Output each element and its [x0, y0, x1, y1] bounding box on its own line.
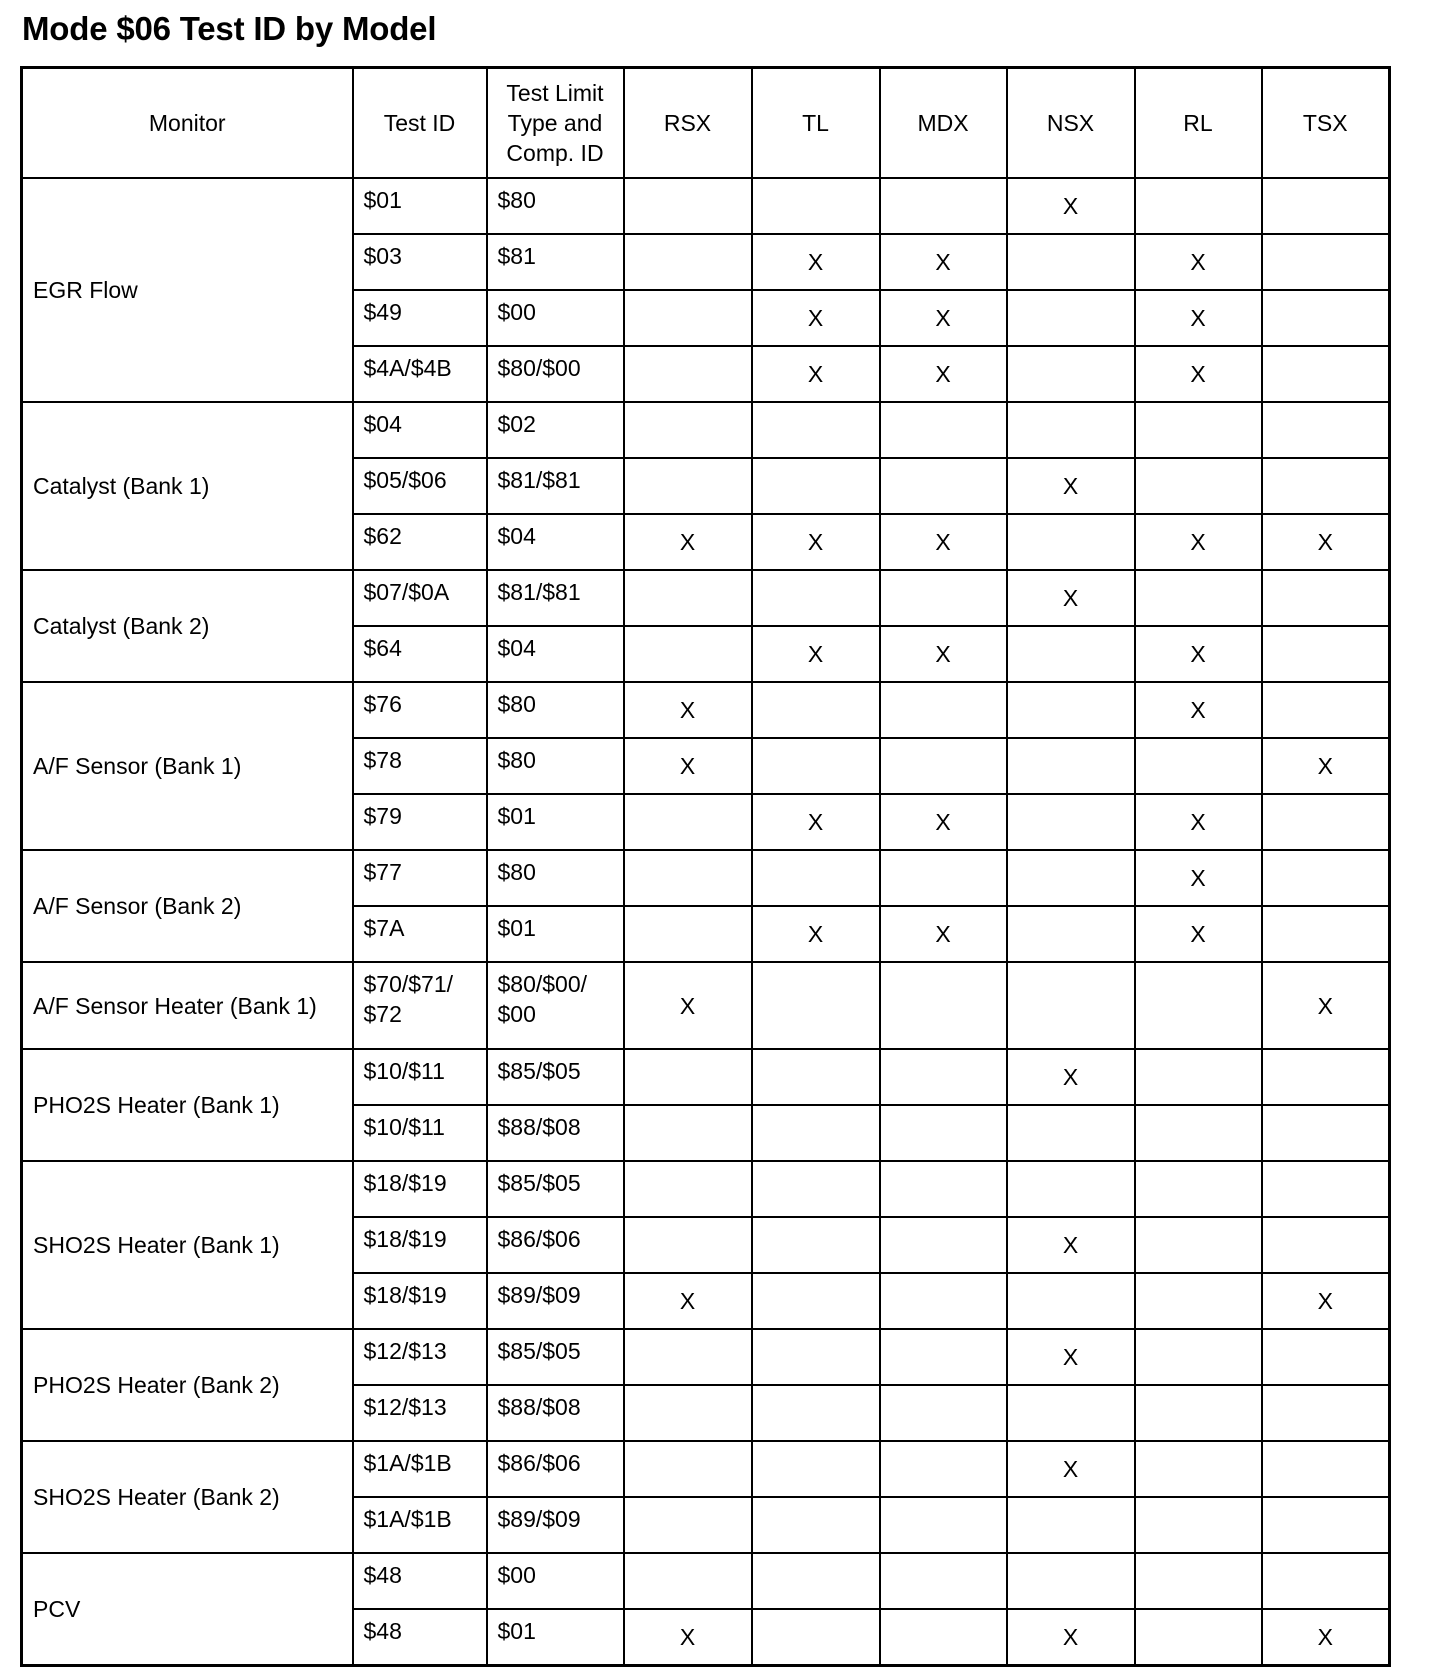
test-limit-cell: $86/$06	[487, 1217, 624, 1273]
model-tsx-cell: X	[1262, 738, 1390, 794]
model-rl-cell	[1135, 1049, 1262, 1105]
model-nsx-cell	[1007, 850, 1135, 906]
header-monitor: Monitor	[22, 68, 353, 179]
test-id-cell: $1A/$1B	[353, 1441, 487, 1497]
model-mdx-cell	[880, 738, 1007, 794]
model-mdx-cell	[880, 1329, 1007, 1385]
test-id-cell: $18/$19	[353, 1161, 487, 1217]
model-rsx-cell	[624, 346, 752, 402]
model-rl-cell: X	[1135, 290, 1262, 346]
model-tl-cell	[752, 850, 880, 906]
test-limit-cell: $80	[487, 850, 624, 906]
model-rsx-cell	[624, 1049, 752, 1105]
model-mdx-cell	[880, 682, 1007, 738]
model-tsx-cell	[1262, 794, 1390, 850]
model-tsx-cell	[1262, 1553, 1390, 1609]
model-rl-cell: X	[1135, 346, 1262, 402]
test-id-cell: $79	[353, 794, 487, 850]
header-model-mdx: MDX	[880, 68, 1007, 179]
model-rsx-cell	[624, 234, 752, 290]
test-limit-cell: $02	[487, 402, 624, 458]
model-rl-cell	[1135, 1273, 1262, 1329]
model-tsx-cell	[1262, 1105, 1390, 1161]
model-nsx-cell	[1007, 514, 1135, 570]
test-id-cell: $07/$0A	[353, 570, 487, 626]
test-id-cell: $1A/$1B	[353, 1497, 487, 1553]
model-mdx-cell: X	[880, 514, 1007, 570]
model-rsx-cell	[624, 794, 752, 850]
model-rsx-cell	[624, 1105, 752, 1161]
test-id-cell: $04	[353, 402, 487, 458]
model-tl-cell: X	[752, 234, 880, 290]
table-row	[22, 1161, 1390, 1217]
test-id-cell: $70/$71/ $72	[353, 962, 487, 1049]
model-rl-cell: X	[1135, 626, 1262, 682]
test-id-cell: $7A	[353, 906, 487, 962]
model-rsx-cell: X	[624, 962, 752, 1049]
model-rl-cell	[1135, 1385, 1262, 1441]
model-tl-cell	[752, 1385, 880, 1441]
model-rsx-cell	[624, 1385, 752, 1441]
model-tl-cell	[752, 682, 880, 738]
model-tsx-cell: X	[1262, 1273, 1390, 1329]
model-tl-cell	[752, 1273, 880, 1329]
test-id-cell: $49	[353, 290, 487, 346]
model-tsx-cell	[1262, 346, 1390, 402]
test-limit-cell: $88/$08	[487, 1385, 624, 1441]
test-id-cell: $10/$11	[353, 1105, 487, 1161]
model-mdx-cell	[880, 1049, 1007, 1105]
model-rsx-cell	[624, 1161, 752, 1217]
table-row	[22, 682, 1390, 738]
test-id-cell: $01	[353, 178, 487, 234]
model-tsx-cell	[1262, 458, 1390, 514]
model-mdx-cell: X	[880, 906, 1007, 962]
monitor-cell: A/F Sensor (Bank 2)	[22, 850, 353, 962]
model-tl-cell: X	[752, 626, 880, 682]
test-limit-cell: $80	[487, 738, 624, 794]
model-tsx-cell: X	[1262, 962, 1390, 1049]
monitor-cell: A/F Sensor Heater (Bank 1)	[22, 962, 353, 1049]
model-mdx-cell: X	[880, 346, 1007, 402]
model-mdx-cell	[880, 1385, 1007, 1441]
model-tl-cell	[752, 1497, 880, 1553]
model-nsx-cell: X	[1007, 570, 1135, 626]
monitor-cell: EGR Flow	[22, 178, 353, 402]
model-tsx-cell	[1262, 1217, 1390, 1273]
model-nsx-cell	[1007, 682, 1135, 738]
model-nsx-cell	[1007, 626, 1135, 682]
model-nsx-cell: X	[1007, 1329, 1135, 1385]
model-rsx-cell	[624, 1329, 752, 1385]
model-nsx-cell	[1007, 346, 1135, 402]
header-test-limit: Test Limit Type and Comp. ID	[487, 68, 624, 179]
model-rl-cell: X	[1135, 794, 1262, 850]
model-tl-cell	[752, 1049, 880, 1105]
test-limit-cell: $85/$05	[487, 1049, 624, 1105]
header-model-tl: TL	[752, 68, 880, 179]
model-rsx-cell	[624, 402, 752, 458]
model-rsx-cell	[624, 1441, 752, 1497]
monitor-cell: Catalyst (Bank 2)	[22, 570, 353, 682]
test-limit-cell: $89/$09	[487, 1497, 624, 1553]
model-nsx-cell	[1007, 1553, 1135, 1609]
test-limit-cell: $81	[487, 234, 624, 290]
model-rl-cell	[1135, 1217, 1262, 1273]
table-row	[22, 850, 1390, 906]
monitor-cell: PHO2S Heater (Bank 2)	[22, 1329, 353, 1441]
model-rl-cell	[1135, 178, 1262, 234]
monitor-cell: PHO2S Heater (Bank 1)	[22, 1049, 353, 1161]
model-nsx-cell	[1007, 794, 1135, 850]
test-limit-cell: $80/$00	[487, 346, 624, 402]
model-rl-cell: X	[1135, 682, 1262, 738]
model-rl-cell	[1135, 1105, 1262, 1161]
test-id-cell: $48	[353, 1609, 487, 1666]
table-row	[22, 962, 1390, 1049]
model-mdx-cell: X	[880, 626, 1007, 682]
model-tl-cell	[752, 738, 880, 794]
model-mdx-cell	[880, 570, 1007, 626]
test-limit-cell: $81/$81	[487, 570, 624, 626]
model-nsx-cell: X	[1007, 1049, 1135, 1105]
model-mdx-cell	[880, 1161, 1007, 1217]
test-id-cell: $12/$13	[353, 1329, 487, 1385]
model-nsx-cell	[1007, 738, 1135, 794]
model-tl-cell	[752, 570, 880, 626]
model-rsx-cell	[624, 178, 752, 234]
model-rsx-cell	[624, 1553, 752, 1609]
model-tsx-cell	[1262, 850, 1390, 906]
model-tl-cell: X	[752, 514, 880, 570]
model-rl-cell: X	[1135, 234, 1262, 290]
table-row	[22, 1553, 1390, 1609]
model-rsx-cell	[624, 458, 752, 514]
header-test-id: Test ID	[353, 68, 487, 179]
model-tsx-cell: X	[1262, 1609, 1390, 1666]
table-row	[22, 1049, 1390, 1105]
model-mdx-cell	[880, 1441, 1007, 1497]
model-rsx-cell	[624, 626, 752, 682]
model-mdx-cell	[880, 1497, 1007, 1553]
model-tl-cell	[752, 1553, 880, 1609]
model-rl-cell: X	[1135, 850, 1262, 906]
model-rsx-cell: X	[624, 1273, 752, 1329]
test-limit-cell: $80	[487, 682, 624, 738]
model-rl-cell	[1135, 1329, 1262, 1385]
model-rsx-cell	[624, 1217, 752, 1273]
model-tl-cell	[752, 962, 880, 1049]
model-nsx-cell: X	[1007, 178, 1135, 234]
model-mdx-cell	[880, 1217, 1007, 1273]
model-rl-cell	[1135, 1441, 1262, 1497]
model-mdx-cell: X	[880, 290, 1007, 346]
model-tsx-cell	[1262, 1497, 1390, 1553]
table-row	[22, 1329, 1390, 1385]
model-tsx-cell	[1262, 1161, 1390, 1217]
test-id-cell: $76	[353, 682, 487, 738]
model-tsx-cell	[1262, 570, 1390, 626]
model-tl-cell	[752, 458, 880, 514]
model-tl-cell	[752, 1329, 880, 1385]
test-id-cell: $18/$19	[353, 1273, 487, 1329]
model-nsx-cell: X	[1007, 1609, 1135, 1666]
model-rl-cell: X	[1135, 906, 1262, 962]
model-tsx-cell: X	[1262, 514, 1390, 570]
monitor-cell: A/F Sensor (Bank 1)	[22, 682, 353, 850]
test-limit-cell: $00	[487, 290, 624, 346]
monitor-cell: SHO2S Heater (Bank 2)	[22, 1441, 353, 1553]
model-rl-cell	[1135, 458, 1262, 514]
model-tl-cell	[752, 1161, 880, 1217]
model-tsx-cell	[1262, 234, 1390, 290]
test-id-cell: $03	[353, 234, 487, 290]
test-limit-cell: $80	[487, 178, 624, 234]
table-row	[22, 402, 1390, 458]
model-rsx-cell	[624, 850, 752, 906]
model-nsx-cell	[1007, 1161, 1135, 1217]
model-rl-cell	[1135, 1609, 1262, 1666]
model-mdx-cell	[880, 402, 1007, 458]
model-tl-cell	[752, 402, 880, 458]
model-nsx-cell	[1007, 290, 1135, 346]
model-mdx-cell	[880, 1105, 1007, 1161]
model-rsx-cell	[624, 290, 752, 346]
model-tsx-cell	[1262, 1441, 1390, 1497]
model-mdx-cell: X	[880, 234, 1007, 290]
model-mdx-cell	[880, 1553, 1007, 1609]
model-rsx-cell: X	[624, 682, 752, 738]
test-limit-cell: $86/$06	[487, 1441, 624, 1497]
test-limit-cell: $88/$08	[487, 1105, 624, 1161]
test-id-cell: $4A/$4B	[353, 346, 487, 402]
model-tsx-cell	[1262, 290, 1390, 346]
test-limit-cell: $04	[487, 626, 624, 682]
model-mdx-cell	[880, 850, 1007, 906]
test-limit-cell: $00	[487, 1553, 624, 1609]
model-tl-cell	[752, 1217, 880, 1273]
monitor-cell: Catalyst (Bank 1)	[22, 402, 353, 570]
model-tl-cell: X	[752, 290, 880, 346]
model-nsx-cell: X	[1007, 1217, 1135, 1273]
model-tsx-cell	[1262, 1329, 1390, 1385]
model-tsx-cell	[1262, 1385, 1390, 1441]
table-row	[22, 570, 1390, 626]
page-title: Mode $06 Test ID by Model	[22, 10, 437, 47]
model-mdx-cell	[880, 458, 1007, 514]
test-id-cell: $64	[353, 626, 487, 682]
model-nsx-cell: X	[1007, 1441, 1135, 1497]
model-rl-cell	[1135, 1553, 1262, 1609]
model-rl-cell: X	[1135, 514, 1262, 570]
table-row	[22, 1441, 1390, 1497]
model-mdx-cell: X	[880, 794, 1007, 850]
model-mdx-cell	[880, 962, 1007, 1049]
test-limit-cell: $01	[487, 1609, 624, 1666]
test-limit-cell: $81/$81	[487, 458, 624, 514]
model-rsx-cell	[624, 1497, 752, 1553]
model-tl-cell: X	[752, 794, 880, 850]
model-mdx-cell	[880, 1273, 1007, 1329]
model-tl-cell	[752, 1441, 880, 1497]
header-row	[22, 68, 1390, 179]
model-nsx-cell	[1007, 962, 1135, 1049]
test-id-table	[20, 66, 1391, 1667]
model-tsx-cell	[1262, 906, 1390, 962]
model-rsx-cell	[624, 906, 752, 962]
header-model-rl: RL	[1135, 68, 1262, 179]
model-tsx-cell	[1262, 1049, 1390, 1105]
model-nsx-cell	[1007, 1273, 1135, 1329]
model-tsx-cell	[1262, 626, 1390, 682]
test-id-cell: $77	[353, 850, 487, 906]
test-limit-cell: $01	[487, 794, 624, 850]
test-limit-cell: $01	[487, 906, 624, 962]
test-limit-cell: $89/$09	[487, 1273, 624, 1329]
test-id-cell: $12/$13	[353, 1385, 487, 1441]
test-id-cell: $78	[353, 738, 487, 794]
model-tl-cell	[752, 1609, 880, 1666]
model-nsx-cell	[1007, 234, 1135, 290]
header-model-tsx: TSX	[1262, 68, 1390, 179]
model-rsx-cell: X	[624, 1609, 752, 1666]
model-rl-cell	[1135, 962, 1262, 1049]
model-rl-cell	[1135, 402, 1262, 458]
test-id-cell: $10/$11	[353, 1049, 487, 1105]
test-limit-cell: $85/$05	[487, 1329, 624, 1385]
test-id-cell: $48	[353, 1553, 487, 1609]
model-tl-cell	[752, 1105, 880, 1161]
model-tl-cell: X	[752, 346, 880, 402]
table-row	[22, 178, 1390, 234]
model-tsx-cell	[1262, 682, 1390, 738]
model-rl-cell	[1135, 738, 1262, 794]
model-rl-cell	[1135, 1161, 1262, 1217]
model-mdx-cell	[880, 1609, 1007, 1666]
model-rsx-cell: X	[624, 738, 752, 794]
header-model-nsx: NSX	[1007, 68, 1135, 179]
monitor-cell: PCV	[22, 1553, 353, 1666]
model-nsx-cell	[1007, 1105, 1135, 1161]
model-nsx-cell	[1007, 402, 1135, 458]
test-id-cell: $62	[353, 514, 487, 570]
model-rsx-cell	[624, 570, 752, 626]
test-limit-cell: $04	[487, 514, 624, 570]
model-rl-cell	[1135, 1497, 1262, 1553]
model-rl-cell	[1135, 570, 1262, 626]
header-model-rsx: RSX	[624, 68, 752, 179]
test-limit-cell: $85/$05	[487, 1161, 624, 1217]
model-tsx-cell	[1262, 178, 1390, 234]
model-rsx-cell: X	[624, 514, 752, 570]
monitor-cell: SHO2S Heater (Bank 1)	[22, 1161, 353, 1329]
test-id-cell: $18/$19	[353, 1217, 487, 1273]
test-limit-cell: $80/$00/ $00	[487, 962, 624, 1049]
test-id-cell: $05/$06	[353, 458, 487, 514]
model-mdx-cell	[880, 178, 1007, 234]
model-tsx-cell	[1262, 402, 1390, 458]
model-nsx-cell	[1007, 906, 1135, 962]
model-nsx-cell: X	[1007, 458, 1135, 514]
table-body	[22, 178, 1390, 1666]
model-tl-cell: X	[752, 906, 880, 962]
model-nsx-cell	[1007, 1497, 1135, 1553]
model-nsx-cell	[1007, 1385, 1135, 1441]
model-tl-cell	[752, 178, 880, 234]
